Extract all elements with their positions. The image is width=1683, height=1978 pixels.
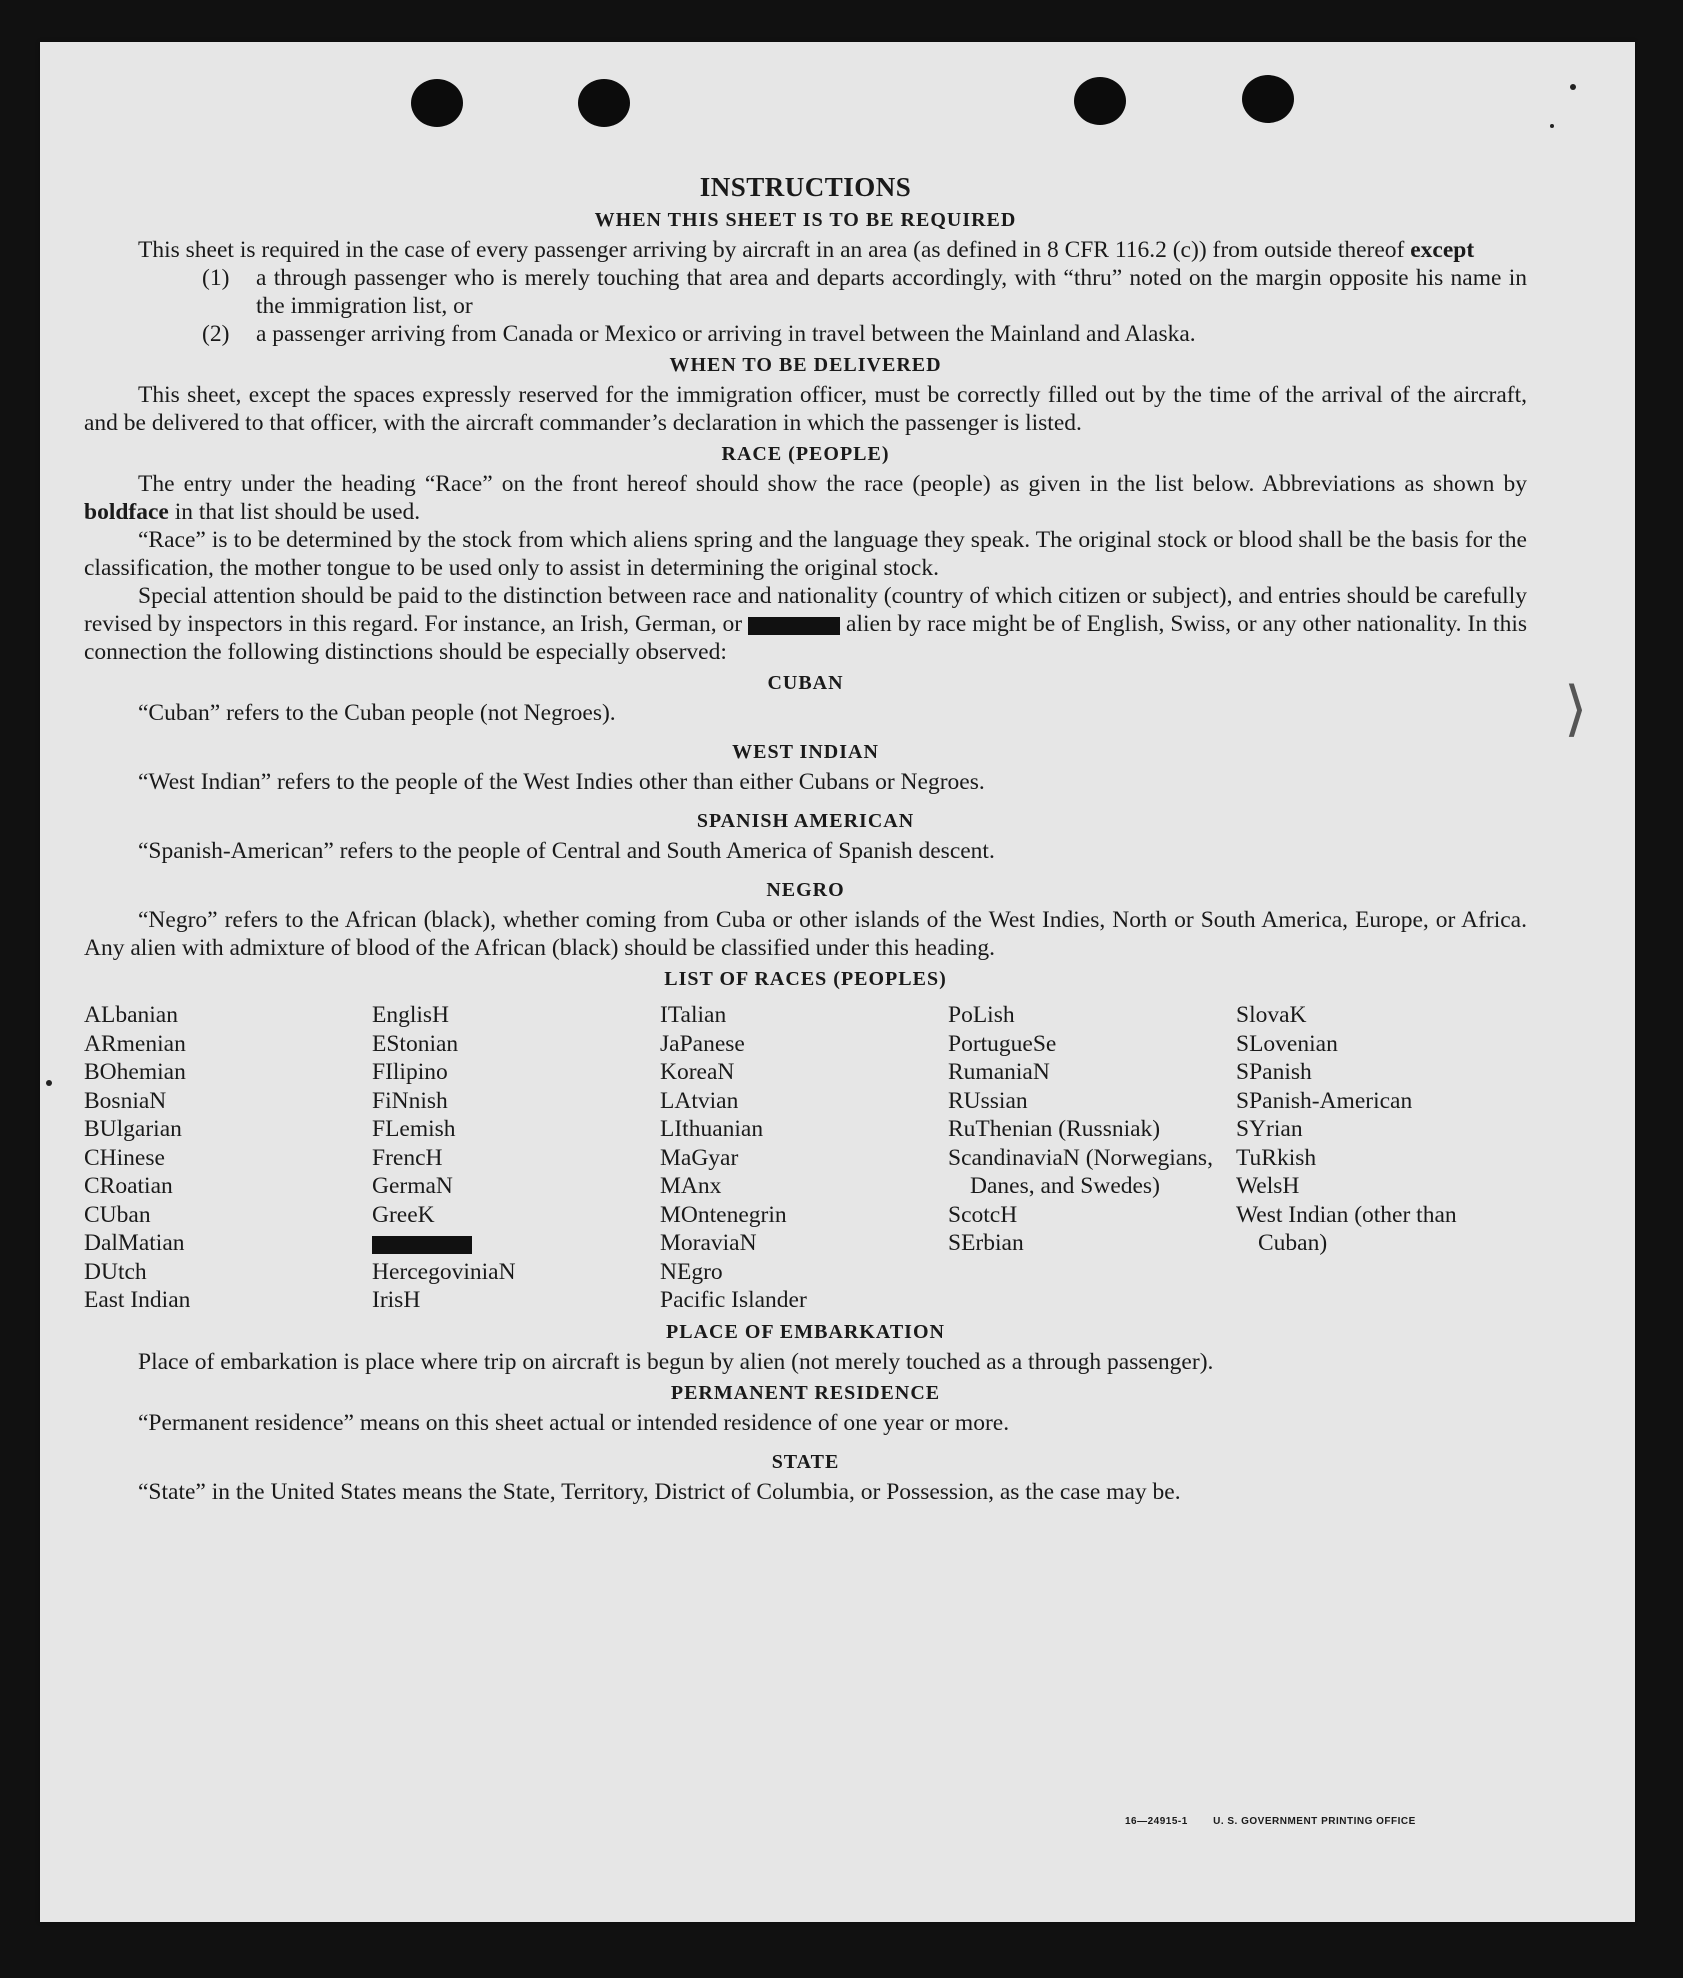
races-column (372, 1001, 660, 1315)
heading-race: RACE (PEOPLE) (721, 443, 890, 465)
races-column (948, 1001, 1236, 1315)
item-number: (2) (202, 321, 230, 347)
race-entry: SlovaK (1236, 1002, 1307, 1028)
race-entry: CHinese (84, 1144, 165, 1171)
race-entry: KoreaN (660, 1059, 735, 1085)
race-entry: RumaniaN (948, 1059, 1050, 1085)
heading-when-delivered: WHEN TO BE DELIVERED (669, 354, 942, 376)
printer-footer (1125, 1816, 1438, 1827)
race-entry: ITalian (660, 1002, 727, 1028)
race-entry: MaGyar (660, 1144, 739, 1171)
race-entry: BUlgarian (84, 1116, 182, 1142)
race-entry: FIlipino (372, 1059, 448, 1085)
paragraph-cuban: “Cuban” refers to the Cuban people (not Negroes). (138, 700, 616, 726)
list-item (202, 264, 1527, 320)
race-entry: BosniaN (84, 1087, 167, 1114)
paragraph-text: Special attention should be paid to the distinction between race and nationality (country of which citizen or subject), and entries should be carefully revised by inspectors in this regard. For instance, an Irish, German, or (84, 583, 1527, 637)
paragraph-embarkation: Place of embarkation is place where trip on aircraft is begun by alien (not merely touched as a through passenger). (138, 1348, 1214, 1375)
race-entry: WelsH (1236, 1173, 1300, 1199)
paragraph-spanish-american: “Spanish-American” refers to the people of Central and South America of Spanish descent. (138, 838, 995, 864)
race-entry: CUban (84, 1201, 151, 1228)
punch-hole (1242, 75, 1294, 123)
race-entry: MAnx (660, 1173, 722, 1199)
race-entry: BOhemian (84, 1059, 186, 1085)
item-number: (1) (202, 265, 230, 291)
heading-spanish-american: SPANISH AMERICAN (696, 810, 915, 832)
paragraph-residence: “Permanent residence” means on this sheet actual or intended residence of one year or more. (138, 1409, 1010, 1436)
race-entry: FrencH (372, 1144, 443, 1171)
race-entry: West Indian (other than Cuban) (1236, 1201, 1457, 1256)
heading-embarkation: PLACE OF EMBARKATION (666, 1320, 945, 1343)
race-entry: ALbanian (84, 1002, 178, 1028)
race-entry: TuRkish (1236, 1144, 1317, 1171)
race-entry: LAtvian (660, 1087, 739, 1114)
smudge-mark (1570, 84, 1576, 90)
heading-state: STATE (771, 1450, 840, 1473)
race-entry: IrisH (372, 1287, 421, 1313)
paragraph-text: The entry under the heading “Race” on the front hereof should show the race (people) as given in the list below. Abbreviations as shown by (138, 471, 1527, 497)
race-entry: EStonian (372, 1030, 459, 1057)
page-title: INSTRUCTIONS (699, 172, 912, 202)
race-entry: GermaN (372, 1173, 453, 1199)
race-entry: MoraviaN (660, 1230, 757, 1256)
paragraph-race-2: “Race” is to be determined by the stock from which aliens spring and the language they speak. The original stock or blood shall be the basis for the classification, the mother tongue to be used only to assist in determining the original stock. (84, 527, 1527, 581)
race-entry: ScandinaviaN (Norwegians, Danes, and Swedes) (948, 1144, 1213, 1199)
paragraph-west-indian: “West Indian” refers to the people of the West Indies other than either Cubans or Negroes. (138, 769, 985, 795)
race-entry: HercegoviniaN (372, 1258, 516, 1285)
bold-text: boldface (84, 499, 169, 525)
races-column (660, 1001, 948, 1315)
paragraph-race-3 (84, 582, 1527, 666)
paragraph-race-1 (84, 470, 1527, 526)
form-number: 16—24915-1 (1125, 1816, 1188, 1827)
document-page (40, 42, 1635, 1922)
paragraph-text: alien by race might be of English, Swiss, or any other nationality. In this connection the following distinctions should be especially observed: (84, 611, 1527, 665)
printer-imprint: U. S. GOVERNMENT PRINTING OFFICE (1213, 1816, 1416, 1827)
race-entry: MOntenegrin (660, 1201, 787, 1228)
race-entry: FLemish (372, 1116, 456, 1142)
paragraph-required (84, 236, 1527, 264)
punch-hole (411, 79, 463, 127)
smudge-mark (46, 1080, 52, 1086)
punch-hole (578, 79, 630, 127)
race-entry: LIthuanian (660, 1116, 764, 1142)
races-column (1236, 1001, 1496, 1315)
paragraph-negro: “Negro” refers to the African (black), whether coming from Cuba or other islands of the West Indies, North or South America, Europe, or Africa. Any alien with admixture of blood of the African (black) should be classified under this heading. (84, 907, 1527, 961)
race-entry: PoLish (948, 1002, 1015, 1028)
heading-when-required: WHEN THIS SHEET IS TO BE REQUIRED (594, 209, 1017, 231)
heading-permanent-residence: PERMANENT RESIDENCE (670, 1381, 941, 1404)
races-column (84, 1001, 372, 1315)
heading-negro: NEGRO (766, 879, 845, 901)
race-entry: PortugueSe (948, 1030, 1057, 1057)
race-entry: DUtch (84, 1258, 147, 1285)
paragraph-text: in that list should be used. (174, 499, 421, 525)
race-entry: ARmenian (84, 1030, 186, 1057)
redaction-bar (372, 1236, 472, 1254)
race-entry: EnglisH (372, 1002, 450, 1028)
item-text: a passenger arriving from Canada or Mexico or arriving in travel between the Mainland and Alaska. (256, 321, 1196, 347)
race-entry: SErbian (948, 1230, 1024, 1256)
race-entry: East Indian (84, 1287, 191, 1313)
race-entry-redacted (372, 1229, 660, 1258)
race-entry: SLovenian (1236, 1030, 1338, 1057)
race-entry: Pacific Islander (660, 1287, 807, 1313)
race-entry: SYrian (1236, 1116, 1303, 1142)
punch-hole (1074, 77, 1126, 125)
race-entry: GreeK (372, 1201, 435, 1228)
race-entry: NEgro (660, 1258, 723, 1285)
smudge-mark (1550, 124, 1554, 128)
race-entry: SPanish (1236, 1059, 1312, 1085)
margin-bracket-mark: ⟩ (1564, 674, 1588, 744)
race-entry: SPanish-American (1236, 1087, 1413, 1114)
race-entry: FiNnish (372, 1087, 448, 1114)
heading-cuban: CUBAN (767, 672, 844, 694)
race-entry: JaPanese (660, 1030, 745, 1057)
race-entry: ScotcH (948, 1201, 1018, 1228)
heading-west-indian: WEST INDIAN (732, 741, 879, 763)
paragraph-text: This sheet is required in the case of every passenger arriving by aircraft in an area (as defined in 8 CFR 116.2 (c)) from outside thereof (138, 237, 1405, 263)
redaction-bar (748, 617, 840, 635)
race-entry: DalMatian (84, 1230, 185, 1256)
paragraph-delivered: This sheet, except the spaces expressly reserved for the immigration officer, must be correctly filled out by the time of the arrival of the aircraft, and be delivered to that officer, with the aircraft commander’s declaration in which the passenger is listed. (84, 382, 1527, 436)
item-text: a through passenger who is merely touching that area and departs accordingly, with “thru” noted on the margin opposite his name in the immigration list, or (256, 265, 1527, 319)
list-item (202, 320, 1527, 348)
race-entry: RuThenian (Russniak) (948, 1116, 1161, 1142)
race-entry: CRoatian (84, 1173, 173, 1199)
paragraph-state: “State” in the United States means the State, Territory, District of Columbia, or Possession, as the case may be. (138, 1478, 1181, 1505)
bold-text: except (1410, 237, 1475, 263)
races-list (84, 1001, 1527, 1315)
heading-list-of-races: LIST OF RACES (PEOPLES) (664, 968, 947, 990)
instructions-body (84, 172, 1527, 1506)
race-entry: RUssian (948, 1087, 1028, 1114)
